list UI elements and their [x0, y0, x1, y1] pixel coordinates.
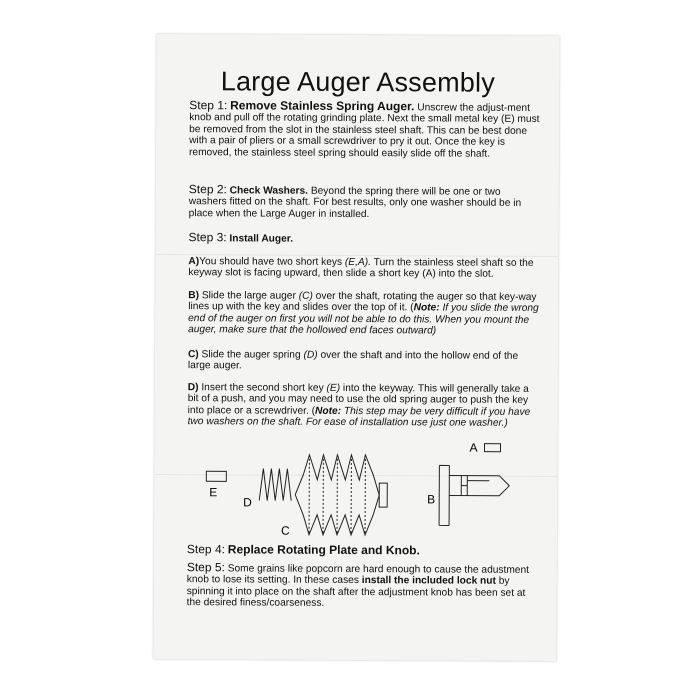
step3-b-part: (C) [298, 290, 313, 302]
step3-label: Step 3: [188, 230, 227, 245]
shaft-b-shape [439, 465, 509, 525]
step3-d-note-label: Note: [315, 405, 342, 417]
auger-assembly-diagram [199, 434, 520, 546]
step2-block [189, 184, 541, 221]
key-a-shape [484, 444, 500, 452]
step5-bold: install the included lock nut [361, 575, 496, 588]
step2-heading: Check Washers. [229, 185, 309, 197]
step3-a-prefix: A) [188, 256, 200, 268]
key-e-shape [206, 471, 226, 481]
step3-a-text: You should have two short keys [199, 256, 345, 268]
step3-heading: Install Auger. [229, 233, 294, 245]
step1-body: Unscrew the adjust-ment knob and pull off the rotating grinding plate. Next the small metal key (E) must be removed from the slot in the stainless steel shaft. This can be best done with a pair of pliers or a small screwdriver to pry it out. Once the key is removed, the stainless steel spring should easily slide off the shaft. [188, 102, 540, 160]
step5-block [187, 562, 539, 610]
step4-label: Step 4: [186, 542, 226, 557]
step1-block [189, 100, 541, 160]
step3-d-note: This step may be very difficult if you have two washers on the shaft. For ease of installation use just one washer.) [187, 405, 531, 430]
step3-c [188, 349, 540, 374]
step3-b-note-label: Note: [413, 302, 440, 314]
step3-b-prefix: B) [188, 290, 200, 302]
label-e: E [209, 485, 218, 500]
instruction-sheet [153, 34, 559, 661]
step5-text2: by spinning it into place on the shaft after the adjustment knob has been set at the desired finess/coarseness. [186, 576, 526, 610]
label-b: B [427, 492, 436, 507]
step3-d-text: Insert the second short key [198, 382, 327, 394]
step3-a-keys: (E,A). [344, 256, 372, 269]
step3-c-part: (D) [303, 349, 318, 361]
auger-c-shape [295, 455, 387, 535]
step3-d-part: (E) [326, 382, 341, 394]
step3-b-text: Slide the large auger [198, 290, 299, 302]
page-title: Large Auger Assembly [220, 66, 496, 98]
step5-label: Step 5: [186, 560, 225, 575]
step1-label: Step 1: [189, 98, 228, 113]
step2-label: Step 2: [188, 182, 227, 197]
step4-heading: Replace Rotating Plate and Knob. [227, 542, 420, 558]
step3-d [188, 382, 540, 429]
step4-block [187, 544, 539, 558]
step3-heading-line [189, 232, 541, 246]
step3-a [188, 256, 540, 281]
label-d: D [243, 495, 252, 510]
step3-b [188, 290, 540, 337]
spring-d-shape [259, 468, 291, 500]
step3-c-text2: over the shaft and into the hollow end of the large auger. [187, 349, 519, 372]
step3-c-prefix: C) [187, 349, 199, 361]
step1-heading: Remove Stainless Spring Auger. [230, 98, 415, 114]
step3-b-text2: over the shaft, rotating the auger so that key-way lines up with the key and slides over the top of it. ( [188, 290, 537, 314]
step5-text: Some grains like popcorn are hard enough to cause the adustment knob to lose its setting. In these cases [186, 563, 530, 587]
step3-a-text2: Turn the stainless steel shaft so the keyway slot is facing upward, then slide a short key (A) into the slot. [188, 257, 534, 281]
step3-b-note: If you slide the wrong end of the auger on first you will not be able to do this. When you mount the auger, make sure that the hollowed end faces outward) [188, 302, 539, 337]
label-a: A [469, 440, 478, 455]
step3-c-text: Slide the auger spring [198, 349, 304, 361]
label-c: C [281, 523, 290, 538]
step3-d-prefix: D) [187, 382, 199, 394]
step2-body: Beyond the spring there will be one or two washers fitted on the shaft. For best results, only one washer should be in place when the Large Auger in installed. [188, 185, 522, 220]
step3-d-text2: into the keyway. This will generally take a bit of a push, and you may need to use the old spring auger to push the key into place or a screwdriver. ( [187, 382, 529, 417]
